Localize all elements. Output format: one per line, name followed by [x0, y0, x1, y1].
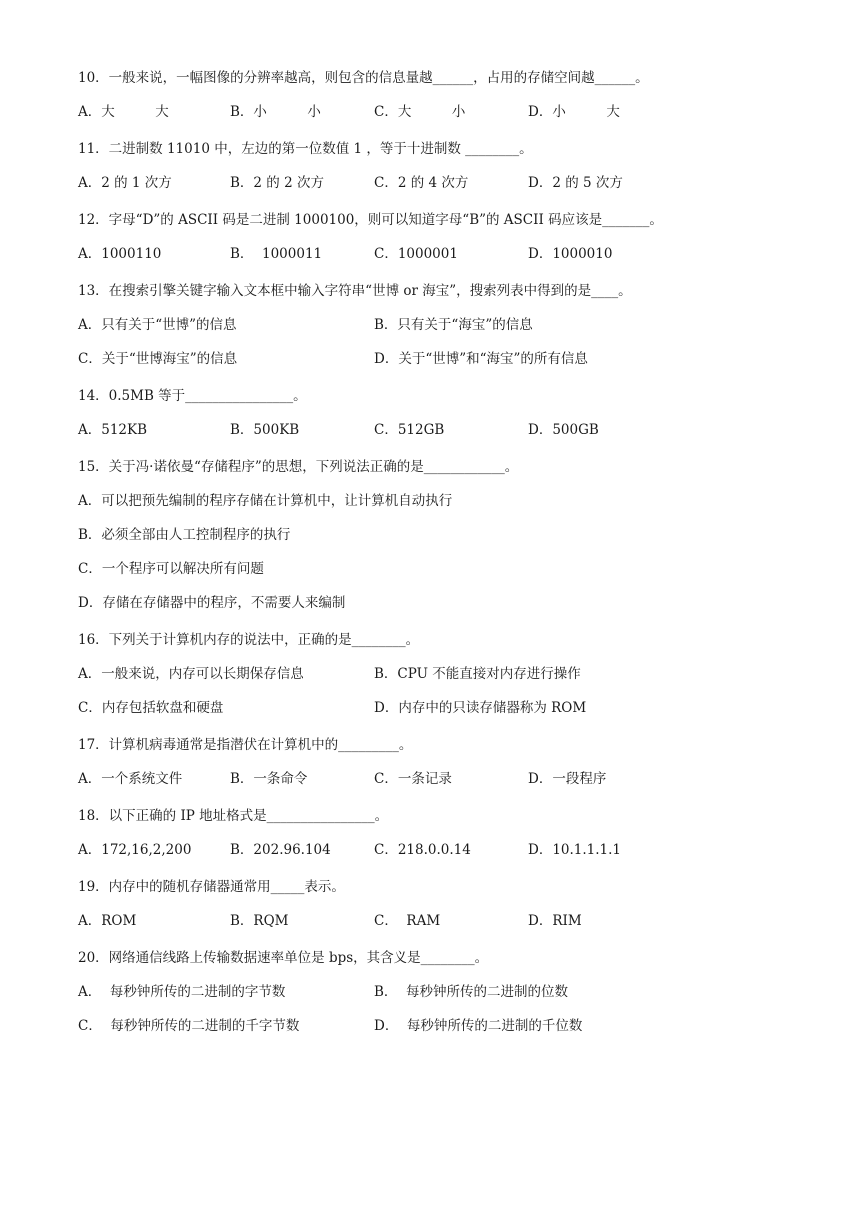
option-d: D．一段程序 — [528, 771, 607, 787]
option-d: D．内存中的只读存储器称为 ROM — [374, 700, 587, 716]
question-stem: 12．字母“D”的 ASCII 码是二进制 1000100，则可以知道字母“B”的 ASCII 码应该是_______。 — [78, 212, 663, 228]
options-row — [78, 1016, 778, 1036]
exam-page — [78, 68, 778, 1036]
option-b: B．202.96.104 — [230, 842, 331, 858]
option-d: D．RIM — [528, 913, 582, 929]
question-stem: 13．在搜索引擎关键字输入文本框中输入字符串“世博 or 海宝”，搜索列表中得到的是____。 — [78, 283, 632, 299]
question-stem: 10．一般来说，一幅图像的分辨率越高，则包含的信息量越______，占用的存储空间越______。 — [78, 70, 649, 86]
question-stem: 16．下列关于计算机内存的说法中，正确的是________。 — [78, 632, 420, 648]
option-b: B．必须全部由人工控制程序的执行 — [78, 527, 291, 543]
option-c: C．内存包括软盘和硬盘 — [78, 700, 224, 716]
option-a: A．512KB — [78, 422, 148, 438]
question-stem: 20．网络通信线路上传输数据速率单位是 bps，其含义是________。 — [78, 950, 489, 966]
options-row — [78, 349, 778, 369]
option-b: B．RQM — [230, 913, 289, 929]
option-b: B．500KB — [230, 422, 300, 438]
option-d: D．关于“世博”和“海宝”的所有信息 — [374, 351, 588, 367]
option-a: A．可以把预先编制的程序存储在计算机中，让计算机自动执行 — [78, 493, 453, 509]
options-row — [78, 664, 778, 684]
question-stem: 14．0.5MB 等于________________。 — [78, 388, 307, 404]
option-a: A．172,16,2,200 — [78, 842, 192, 858]
option-d: D．10.1.1.1.1 — [528, 842, 622, 858]
option-a: A．大 大 — [78, 104, 169, 120]
option-c: C．一条记录 — [374, 771, 452, 787]
option-c: C．关于“世博海宝”的信息 — [78, 351, 238, 367]
option-a: A．一个系统文件 — [78, 771, 183, 787]
options-row — [78, 769, 778, 789]
option-c: C． 每秒钟所传的二进制的千字节数 — [78, 1018, 300, 1034]
option-a: A．2 的 1 次方 — [78, 175, 172, 191]
options-row — [78, 911, 778, 931]
question-stem: 15．关于冯·诺依曼“存储程序”的思想，下列说法正确的是____________。 — [78, 459, 519, 475]
option-b: B．一条命令 — [230, 771, 308, 787]
option-b: B． 每秒钟所传的二进制的位数 — [374, 984, 569, 1000]
option-d: D．小 大 — [528, 104, 620, 120]
options-row — [78, 698, 778, 718]
options-row — [78, 173, 778, 193]
option-c: C．1000001 — [374, 246, 458, 262]
option-b: B． 1000011 — [230, 246, 323, 262]
question-stem: 19．内存中的随机存储器通常用_____表示。 — [78, 879, 345, 895]
option-c: C． RAM — [374, 913, 441, 929]
option-b: B．小 小 — [230, 104, 321, 120]
options-row — [78, 102, 778, 122]
options-row — [78, 244, 778, 264]
option-d: D．500GB — [528, 422, 599, 438]
question-stem: 11．二进制数 11010 中，左边的第一位数值 1 ，等于十进制数 ________。 — [78, 141, 533, 157]
option-d: D．1000010 — [528, 246, 613, 262]
options-row — [78, 982, 778, 1002]
option-d: D． 每秒钟所传的二进制的千位数 — [374, 1018, 583, 1034]
option-c: C．218.0.0.14 — [374, 842, 471, 858]
option-b: B．2 的 2 次方 — [230, 175, 324, 191]
option-d: D．2 的 5 次方 — [528, 175, 623, 191]
question-stem: 17．计算机病毒通常是指潜伏在计算机中的_________。 — [78, 737, 413, 753]
option-a: A．只有关于“世博”的信息 — [78, 317, 237, 333]
option-a: A．一般来说，内存可以长期保存信息 — [78, 666, 304, 682]
option-c: C．2 的 4 次方 — [374, 175, 469, 191]
question-stem: 18．以下正确的 IP 地址格式是________________。 — [78, 808, 389, 824]
option-c: C．大 小 — [374, 104, 466, 120]
options-row — [78, 420, 778, 440]
option-c: C．512GB — [374, 422, 445, 438]
option-b: B．CPU 不能直接对内存进行操作 — [374, 666, 581, 682]
option-b: B．只有关于“海宝”的信息 — [374, 317, 533, 333]
option-d: D．存储在存储器中的程序，不需要人来编制 — [78, 595, 346, 611]
option-a: A． 每秒钟所传的二进制的字节数 — [78, 984, 286, 1000]
option-c: C．一个程序可以解决所有问题 — [78, 561, 264, 577]
option-a: A．1000110 — [78, 246, 162, 262]
options-row — [78, 840, 778, 860]
option-a: A．ROM — [78, 913, 137, 929]
options-row — [78, 315, 778, 335]
